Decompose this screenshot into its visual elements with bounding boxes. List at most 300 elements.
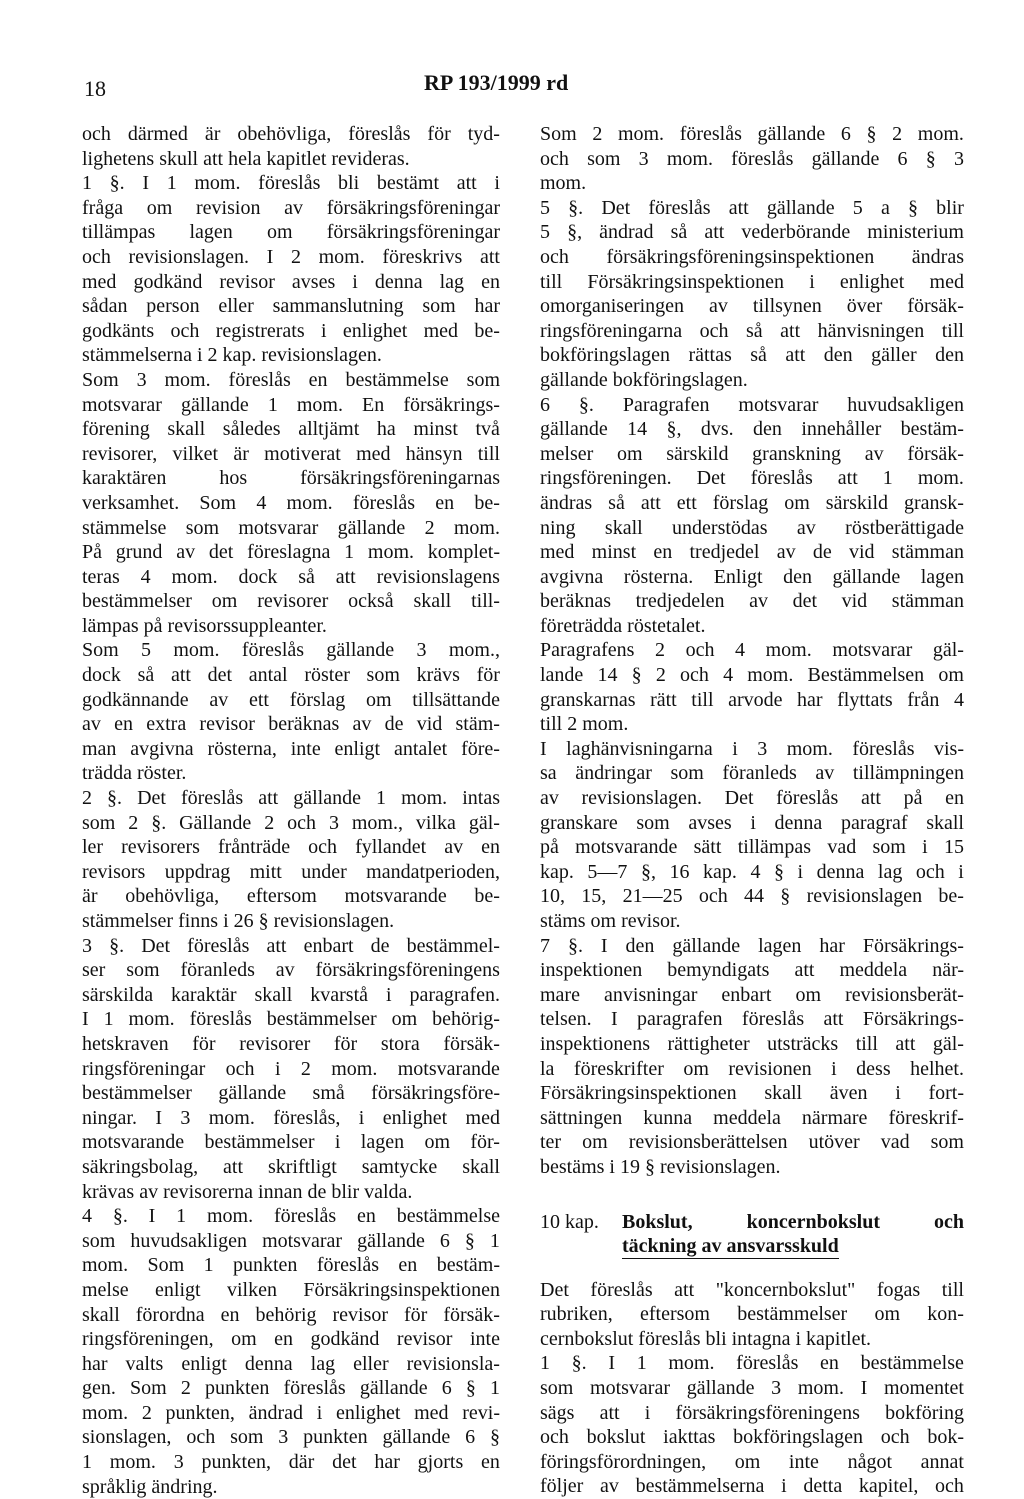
word: Försäkringsinspektionen bbox=[303, 1278, 500, 1301]
word: ringsföreningen, bbox=[82, 1328, 214, 1351]
word: föreslås bbox=[852, 737, 915, 760]
text-line bbox=[540, 565, 964, 590]
word: vad bbox=[827, 836, 857, 859]
word: som bbox=[230, 1426, 264, 1449]
word: antal bbox=[248, 664, 288, 687]
word: rättas bbox=[688, 344, 732, 367]
word: två bbox=[475, 418, 500, 441]
word: så bbox=[750, 344, 767, 367]
text-line: mom. bbox=[540, 172, 587, 195]
word: avgivna bbox=[540, 565, 604, 588]
word: hänvisningen bbox=[817, 319, 925, 342]
word: blir bbox=[936, 196, 964, 219]
word: om bbox=[617, 442, 643, 465]
word: avses bbox=[291, 270, 336, 293]
word: revisionslagens bbox=[376, 565, 500, 588]
word: fyllandet bbox=[355, 836, 427, 859]
word: av bbox=[176, 541, 196, 564]
word: små bbox=[312, 1082, 345, 1105]
word: § bbox=[925, 147, 936, 170]
word: §, bbox=[666, 418, 682, 441]
word: 3 bbox=[416, 639, 427, 662]
word: när- bbox=[932, 959, 964, 982]
word: de bbox=[384, 713, 404, 736]
text-line bbox=[540, 122, 964, 147]
word: alltjämt bbox=[298, 418, 360, 441]
word: föringsförordningen, bbox=[540, 1450, 707, 1473]
word: vid bbox=[841, 590, 868, 613]
word: 6 bbox=[540, 393, 550, 416]
word: innehåller bbox=[801, 418, 882, 441]
word: bestäm- bbox=[436, 1254, 500, 1277]
text-line bbox=[540, 761, 964, 786]
word: i bbox=[316, 1401, 323, 1424]
word: bestämmelser bbox=[266, 1008, 377, 1031]
word: beräknas bbox=[268, 713, 340, 736]
right-column-text-part1 bbox=[540, 122, 964, 1180]
text-line bbox=[82, 417, 500, 442]
word: och bbox=[170, 319, 200, 342]
word: eller bbox=[353, 1352, 389, 1375]
text-line bbox=[540, 983, 964, 1008]
word: en bbox=[356, 1205, 376, 1228]
word: lag bbox=[439, 270, 465, 293]
word: frånträde bbox=[217, 836, 291, 859]
word: vid bbox=[848, 541, 875, 564]
text-line: till 2 mom. bbox=[540, 713, 629, 736]
text-line bbox=[82, 319, 500, 344]
word: hetskraven bbox=[82, 1032, 169, 1055]
word: registrerats bbox=[215, 319, 305, 342]
word: §. bbox=[578, 393, 594, 416]
word: en bbox=[308, 368, 328, 391]
word: enbart bbox=[303, 934, 354, 957]
word: meddela bbox=[839, 959, 908, 982]
word: gällande bbox=[686, 1376, 755, 1399]
word: tredjedel bbox=[689, 541, 760, 564]
text-line bbox=[540, 343, 964, 368]
word: särskild bbox=[666, 442, 729, 465]
word: Som bbox=[82, 368, 119, 391]
text-line bbox=[82, 245, 500, 270]
word: Som bbox=[540, 123, 577, 145]
text-line bbox=[82, 712, 500, 737]
word: förslag bbox=[712, 491, 769, 514]
word: 3 bbox=[136, 368, 147, 391]
word: §. bbox=[107, 787, 123, 810]
word: dess bbox=[856, 1057, 891, 1080]
word: motsvarar bbox=[832, 639, 913, 662]
word: 3 bbox=[638, 147, 649, 170]
text-line bbox=[540, 1081, 964, 1106]
word: bestämmel- bbox=[406, 934, 500, 957]
word: enligt bbox=[334, 737, 381, 760]
word: så bbox=[608, 491, 625, 514]
word: förordna bbox=[135, 1303, 205, 1326]
word: sådan bbox=[82, 295, 128, 318]
word: ha bbox=[376, 418, 396, 441]
text-line bbox=[82, 786, 500, 811]
word: omorganiseringen bbox=[540, 295, 685, 318]
text-line bbox=[540, 811, 964, 836]
running-head: RP 193/1999 rd bbox=[424, 70, 569, 95]
word: la bbox=[540, 1057, 555, 1080]
word: granskare bbox=[540, 811, 618, 834]
word: revisionslagen. bbox=[128, 245, 250, 268]
word: mom. bbox=[331, 1057, 378, 1080]
word: att bbox=[456, 172, 477, 195]
word: i bbox=[922, 836, 928, 859]
word: som bbox=[126, 959, 160, 982]
word: utsträcks bbox=[767, 1032, 839, 1055]
word: inte bbox=[290, 737, 321, 760]
word: och bbox=[540, 1426, 569, 1449]
word: om bbox=[874, 1303, 901, 1326]
word: be- bbox=[474, 491, 500, 514]
word: person bbox=[146, 295, 200, 318]
word: motsvarar bbox=[82, 393, 162, 416]
word: 5 bbox=[141, 639, 152, 662]
word: sa bbox=[540, 762, 557, 785]
word: mom. bbox=[128, 1008, 175, 1031]
word: ministerium bbox=[867, 221, 964, 244]
word: be- bbox=[938, 885, 964, 908]
word: 2 bbox=[141, 1401, 152, 1424]
word: mom. bbox=[109, 1451, 156, 1474]
word: §. bbox=[567, 934, 583, 957]
word: enligt bbox=[155, 1278, 201, 1301]
word: gällande bbox=[359, 1377, 428, 1400]
right-column bbox=[540, 122, 964, 1499]
word: ter bbox=[540, 1131, 562, 1154]
word: skall bbox=[764, 1082, 803, 1105]
word: inspektionen bbox=[540, 959, 643, 982]
word: försäk- bbox=[907, 442, 964, 465]
word: att bbox=[780, 319, 801, 342]
text-line bbox=[82, 958, 500, 983]
word: att bbox=[479, 245, 500, 268]
word: melse bbox=[82, 1278, 129, 1301]
text-line bbox=[540, 1130, 964, 1155]
word: revisor bbox=[332, 1303, 389, 1326]
word: försäkringsföreningens bbox=[675, 1401, 860, 1424]
word: en bbox=[435, 491, 455, 514]
word: och bbox=[82, 123, 111, 145]
word: telsen. bbox=[540, 1008, 592, 1031]
word: 1 bbox=[82, 172, 92, 195]
word: denna bbox=[374, 270, 423, 293]
word: ändras bbox=[540, 491, 593, 514]
word: gällande bbox=[293, 787, 361, 810]
word: föreslås bbox=[776, 787, 839, 810]
word: I bbox=[266, 245, 274, 268]
word: har bbox=[82, 1352, 108, 1375]
word: har bbox=[374, 1451, 400, 1474]
word: mom. bbox=[82, 1254, 129, 1277]
word: Enligt bbox=[713, 565, 763, 588]
word: lagen bbox=[758, 934, 802, 957]
word: och bbox=[680, 664, 709, 687]
word: av bbox=[749, 590, 768, 613]
word: för bbox=[427, 123, 451, 145]
word: skriftligt bbox=[267, 1155, 337, 1178]
word: om bbox=[231, 1328, 257, 1351]
word: om bbox=[784, 491, 810, 514]
text-line bbox=[82, 1253, 500, 1278]
word: att bbox=[640, 491, 661, 514]
word: 15, bbox=[581, 885, 607, 908]
word: till bbox=[941, 319, 964, 342]
word: motsvarar bbox=[590, 1376, 671, 1399]
text-line bbox=[540, 1007, 964, 1032]
word: 6 bbox=[897, 147, 908, 170]
word: har bbox=[797, 688, 823, 711]
word: gällande bbox=[337, 516, 406, 539]
word: Det bbox=[540, 1278, 569, 1301]
text-line bbox=[82, 638, 500, 663]
text-line bbox=[82, 1204, 500, 1229]
word: 2 bbox=[82, 787, 92, 810]
word: föranleds bbox=[722, 762, 797, 785]
word: den bbox=[753, 418, 782, 441]
word: av bbox=[284, 196, 304, 219]
word: att bbox=[785, 344, 806, 367]
word: om bbox=[424, 1131, 451, 1154]
word: flyttats bbox=[837, 688, 893, 711]
word: enlighet bbox=[382, 1106, 448, 1129]
word: föreslagna bbox=[247, 541, 331, 564]
word: försäk- bbox=[443, 1032, 500, 1055]
word: bestämmelser bbox=[737, 1303, 848, 1326]
text-line bbox=[540, 393, 964, 418]
word: att bbox=[170, 664, 191, 687]
word: intas bbox=[462, 787, 500, 810]
word: revisionsberättelsen bbox=[628, 1131, 788, 1154]
word: gällande bbox=[672, 934, 741, 957]
word: bestämmelser bbox=[82, 1082, 192, 1105]
word: försäk- bbox=[907, 295, 964, 318]
word: som bbox=[872, 836, 906, 859]
word: 1 bbox=[540, 1352, 550, 1375]
word: mom. bbox=[917, 123, 964, 145]
word: som bbox=[422, 295, 456, 318]
word: tillämpas bbox=[737, 836, 812, 859]
word: mom. bbox=[171, 565, 218, 588]
word: således bbox=[222, 418, 281, 441]
word: i bbox=[334, 1131, 341, 1154]
word: tyd- bbox=[467, 123, 500, 145]
word: mom. bbox=[617, 123, 665, 145]
word: röstberättigade bbox=[845, 516, 964, 539]
word: gäller bbox=[871, 344, 917, 367]
word: att bbox=[335, 565, 356, 588]
word: § bbox=[631, 664, 642, 687]
word: föreslås bbox=[283, 1377, 346, 1400]
word: lagen bbox=[189, 221, 233, 244]
word: de bbox=[812, 541, 832, 564]
text-line bbox=[82, 1229, 500, 1254]
word: särskilda bbox=[82, 983, 154, 1006]
text-line bbox=[540, 220, 964, 245]
word: 3 bbox=[82, 934, 92, 957]
word: och bbox=[287, 811, 317, 834]
word: av bbox=[709, 295, 728, 318]
text-line: lighetens skull att hela kapitlet revideras. bbox=[82, 147, 410, 170]
text-line: stäms om revisor. bbox=[540, 910, 681, 932]
text-line bbox=[82, 491, 500, 516]
word: 1 bbox=[166, 172, 177, 195]
word: punkten, bbox=[165, 1401, 235, 1424]
word: 4 bbox=[735, 639, 746, 662]
word: punkten, bbox=[201, 1451, 271, 1474]
word: Det bbox=[724, 787, 754, 810]
word: § bbox=[773, 860, 784, 883]
text-line bbox=[82, 1130, 500, 1155]
word: Försäkringsinspektionen bbox=[540, 1082, 737, 1105]
text-line bbox=[540, 319, 964, 344]
word: om bbox=[734, 1450, 761, 1473]
text-line bbox=[82, 1352, 500, 1377]
word: verksamhet. bbox=[82, 491, 180, 514]
chapter-title-line-2 bbox=[622, 1234, 964, 1258]
word: även bbox=[829, 1082, 868, 1105]
word: förening bbox=[82, 418, 150, 441]
word: rubriken, bbox=[540, 1303, 613, 1326]
word: fråga bbox=[82, 196, 124, 219]
word: ringsföreningen. bbox=[540, 467, 672, 490]
word: försäkringsföreningar bbox=[326, 221, 500, 244]
word: föreslås bbox=[180, 787, 244, 810]
word: att bbox=[266, 934, 287, 957]
word: tillämpas bbox=[82, 221, 156, 244]
word: ändrad bbox=[248, 1401, 304, 1424]
word: §. bbox=[109, 934, 125, 957]
right-column-text-part2 bbox=[540, 1278, 964, 1499]
word: ningar. bbox=[82, 1106, 137, 1129]
word: fogas bbox=[876, 1278, 921, 1301]
word: bestämt bbox=[376, 172, 440, 195]
word: som bbox=[466, 368, 500, 391]
word: gällande bbox=[218, 1082, 287, 1105]
word: något bbox=[847, 1450, 892, 1473]
word: föreslås bbox=[352, 491, 416, 514]
text-line bbox=[82, 540, 500, 565]
word: och bbox=[699, 319, 729, 342]
word: så bbox=[670, 221, 688, 244]
word: röster bbox=[304, 664, 350, 687]
word: mandatperioden, bbox=[366, 860, 500, 883]
word: en bbox=[820, 1352, 839, 1375]
text-line bbox=[540, 688, 964, 713]
word: föreslås bbox=[741, 1008, 805, 1031]
text-line bbox=[540, 466, 964, 491]
word: kon- bbox=[927, 1303, 964, 1326]
word: huvudsakligen bbox=[847, 393, 964, 416]
word: § bbox=[907, 196, 918, 219]
word: Som bbox=[199, 491, 237, 514]
word: I bbox=[540, 737, 547, 760]
text-line bbox=[82, 220, 500, 245]
word: med bbox=[82, 270, 117, 293]
word: ett bbox=[248, 688, 269, 711]
word: bestämmelse bbox=[396, 1205, 500, 1228]
word: så bbox=[137, 664, 155, 687]
word: eller bbox=[218, 295, 254, 318]
word: grund bbox=[115, 541, 163, 564]
word: Som bbox=[82, 639, 119, 662]
word: enlighet bbox=[342, 319, 408, 342]
word: dock bbox=[82, 664, 121, 687]
text-line bbox=[540, 1032, 964, 1057]
word: med bbox=[929, 270, 964, 293]
word: i bbox=[958, 860, 964, 883]
word: § bbox=[465, 1377, 476, 1400]
word: mitt bbox=[249, 860, 282, 883]
word: och bbox=[186, 1426, 216, 1449]
word: I bbox=[148, 1205, 156, 1228]
word: I bbox=[611, 1008, 618, 1031]
word: revisionslagen. bbox=[581, 787, 703, 810]
word: 6 bbox=[465, 1426, 476, 1449]
word: karaktären bbox=[82, 467, 167, 490]
word: iakttas bbox=[663, 1426, 716, 1449]
word: minst bbox=[413, 418, 458, 441]
word: de bbox=[370, 934, 390, 957]
word: skall bbox=[462, 1155, 500, 1178]
word: revisionslagen bbox=[806, 885, 923, 908]
text-line bbox=[82, 393, 500, 418]
word: a bbox=[880, 196, 890, 219]
word: för bbox=[476, 664, 500, 687]
word: 6 bbox=[441, 1377, 452, 1400]
word: gällande bbox=[540, 418, 608, 441]
word: motsvarar bbox=[238, 516, 319, 539]
word: en bbox=[220, 1303, 240, 1326]
word: revisors bbox=[82, 860, 146, 883]
word: mom. bbox=[747, 664, 794, 687]
word: föreslås bbox=[736, 1352, 799, 1375]
word: revisorers bbox=[121, 836, 200, 859]
word: föreslås bbox=[187, 934, 250, 957]
word: kvarstå bbox=[310, 983, 369, 1006]
word: rösterna. bbox=[623, 565, 694, 588]
text-line bbox=[82, 171, 500, 196]
word: mom. bbox=[194, 172, 241, 195]
word: stämman bbox=[891, 541, 964, 564]
word: förslag bbox=[289, 688, 346, 711]
word: stora bbox=[380, 1032, 420, 1055]
word: 5 bbox=[540, 196, 550, 219]
word: vad bbox=[880, 1131, 910, 1154]
word: 10, bbox=[540, 885, 565, 908]
word: §. bbox=[571, 1352, 587, 1375]
word: paragrafen. bbox=[409, 983, 500, 1006]
word: extra bbox=[146, 713, 187, 736]
word: gällande bbox=[757, 123, 826, 145]
word: mom. bbox=[318, 245, 365, 268]
word: mom., bbox=[448, 639, 500, 662]
word: att bbox=[674, 1278, 695, 1301]
left-column bbox=[82, 122, 500, 1499]
word: sätt bbox=[693, 836, 722, 859]
word: den bbox=[625, 934, 655, 957]
word: som bbox=[366, 664, 400, 687]
word: ändrad bbox=[599, 221, 654, 244]
word: till bbox=[941, 1278, 964, 1301]
word: 1 bbox=[376, 787, 387, 810]
word: av bbox=[864, 442, 884, 465]
word: punkten bbox=[303, 1426, 368, 1449]
